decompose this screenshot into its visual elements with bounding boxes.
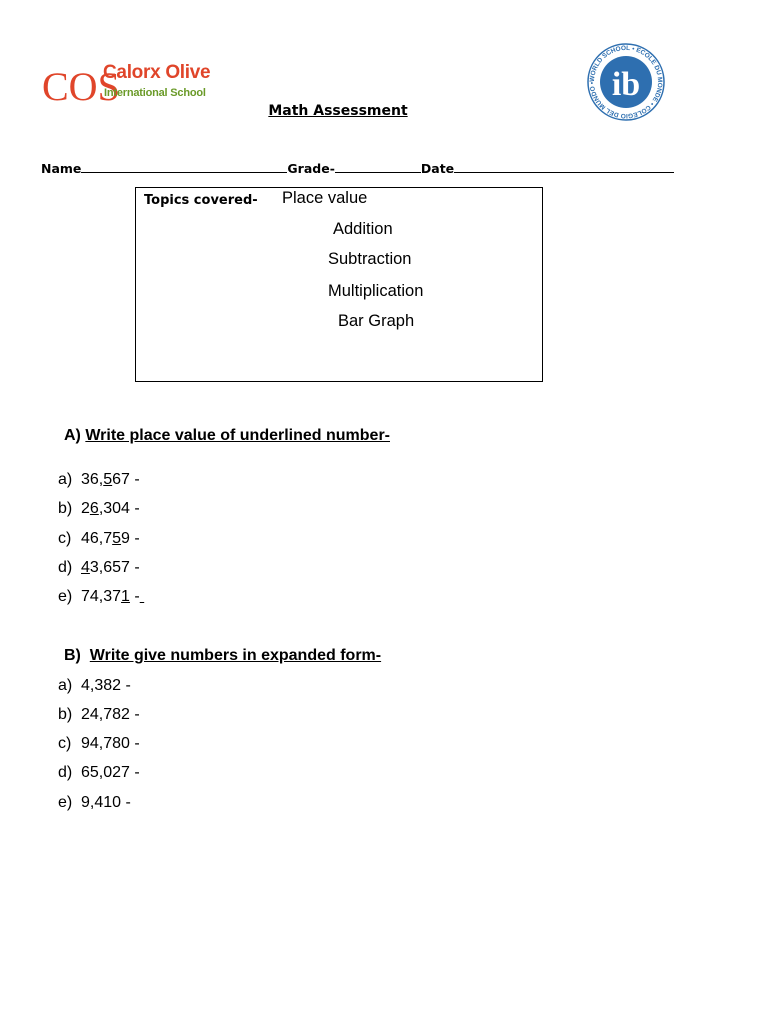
topics-box [135, 187, 543, 382]
svg-text:COS: COS [42, 64, 120, 109]
topics-label: Topics covered- [144, 193, 258, 208]
list-item: a) 36,567 - [58, 471, 140, 488]
topic-item: Addition [333, 220, 393, 238]
school-subtitle: International School [104, 87, 206, 99]
topic-item: Bar Graph [338, 312, 415, 330]
list-item: d) 43,657 - [58, 559, 140, 576]
underlined-digit: 5 [112, 530, 122, 547]
list-item: c) 46,759 - [58, 530, 140, 547]
section-b-title: Write give numbers in expanded form- [89, 647, 382, 664]
student-info-line [41, 161, 674, 176]
section-b-heading [64, 647, 381, 665]
topic-item: Subtraction [328, 250, 412, 268]
grade-label: Grade- [287, 161, 335, 176]
underlined-digit: 1 [121, 588, 130, 605]
list-item: b) 24,782 - [58, 706, 140, 723]
name-label: Name [41, 161, 82, 176]
document-title: Math Assessment [268, 103, 408, 119]
name-field[interactable] [81, 161, 287, 173]
list-item: e) 74,371 - [58, 588, 140, 605]
list-item: d) 65,027 - [58, 764, 140, 781]
school-name: Calorx Olive [103, 62, 211, 83]
underlined-digit: 6 [89, 500, 99, 517]
section-a-marker: A) [64, 427, 81, 444]
section-a-heading [64, 427, 390, 445]
list-item: e) 9,410 - [58, 794, 131, 811]
section-b-marker: B) [64, 647, 81, 664]
list-item: a) 4,382 - [58, 677, 131, 694]
list-item: c) 94,780 - [58, 735, 140, 752]
underlined-digit: 4 [81, 559, 90, 576]
topic-item: Place value [282, 189, 368, 207]
topic-item: Multiplication [328, 282, 424, 300]
date-field[interactable] [454, 161, 674, 173]
grade-field[interactable] [335, 161, 421, 173]
underlined-digit: 5 [103, 471, 113, 488]
svg-text:ib: ib [611, 66, 641, 103]
list-item: b) 26,304 - [58, 500, 140, 517]
school-monogram-icon [42, 58, 120, 109]
section-a-title: Write place value of underlined number- [85, 427, 390, 444]
date-label: Date [420, 161, 455, 176]
svg-text:WORLD SCHOOL • ECOLE DU MONDE: WORLD SCHOOL • ECOLE DU MONDE • COLEGIO DEL MUNDO • [588, 44, 664, 120]
